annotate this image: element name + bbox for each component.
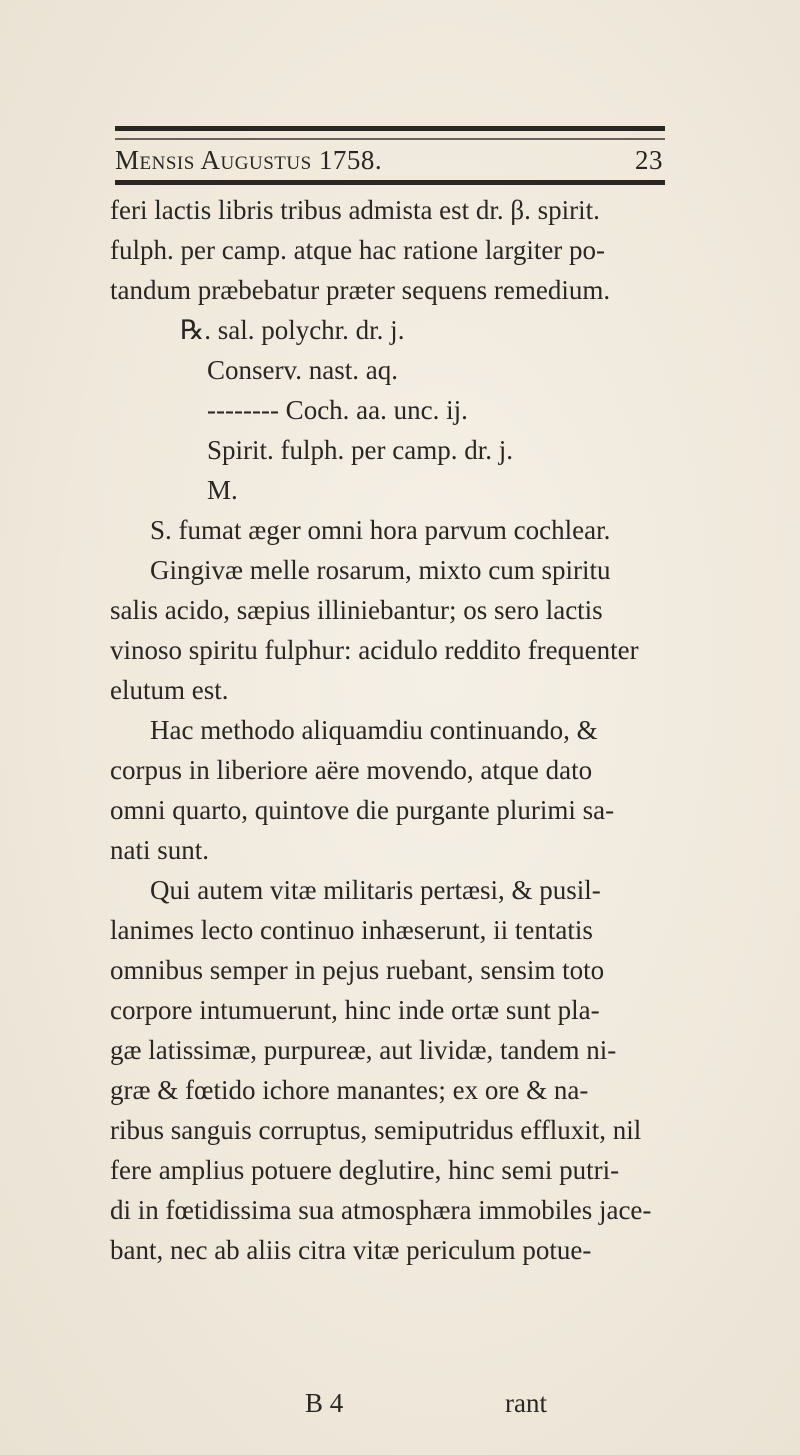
text-line: ribus sanguis corruptus, semiputridus effluxit, nil [110,1115,642,1145]
header-rule-bottom [115,180,665,185]
text-line: bant, nec ab aliis citra vitæ periculum potue- [110,1235,592,1265]
prescription-line: M. [207,475,238,505]
text-line: corpore intumuerunt, hinc inde ortæ sunt pla- [110,995,600,1025]
paragraph-start: Gingivæ melle rosarum, mixto cum spiritu [150,555,611,585]
paragraph-start: Qui autem vitæ militaris pertæsi, & pusil- [150,875,601,905]
page-footer [110,1388,670,1428]
signature-mark: B 4 [305,1388,344,1418]
text-line: nati sunt. [110,835,209,865]
text-line: S. fumat æger omni hora parvum cochlear. [150,515,611,545]
text-line: omni quarto, quintove die purgante plurimi sa- [110,795,615,825]
text-line: tandum præbebatur præter sequens remedium. [110,275,611,305]
catchword: rant [505,1388,547,1418]
text-line: salis acido, sæpius illiniebantur; os sero lactis [110,595,603,625]
text-line: di in fœtidissima sua atmosphæra immobiles jace- [110,1195,652,1225]
text-line: omnibus semper in pejus ruebant, sensim toto [110,955,605,985]
text-line: corpus in liberiore aëre movendo, atque dato [110,755,593,785]
text-line: elutum est. [110,675,229,705]
body-text [110,190,670,1270]
text-line: lanimes lecto continuo inhæserunt, ii tentatis [110,915,593,945]
text-line: feri lactis libris tribus admista est dr. β. spirit. [110,195,600,225]
header-rule-thin [115,138,665,140]
running-title: Mensis Augustus 1758. [115,145,383,175]
text-line: fulph. per camp. atque hac ratione largiter po- [110,235,606,265]
text-line: fere amplius potuere deglutire, hinc semi putri- [110,1155,620,1185]
header-rule-top [115,126,665,131]
paragraph-start: Hac methodo aliquamdiu continuando, & [150,715,598,745]
text-line: gæ latissimæ, purpureæ, aut lividæ, tandem ni- [110,1035,617,1065]
running-header [115,143,665,179]
text-line: vinoso spiritu fulphur: acidulo reddito frequenter [110,635,639,665]
prescription-line: Conserv. nast. aq. [207,355,398,385]
prescription-line: Spirit. fulph. per camp. dr. j. [207,435,513,465]
text-line: græ & fœtido ichore manantes; ex ore & na- [110,1075,589,1105]
prescription-line: -------- Coch. aa. unc. ij. [207,395,468,425]
page-number: 23 [635,145,663,175]
prescription-line: ℞. sal. polychr. dr. j. [180,315,405,345]
